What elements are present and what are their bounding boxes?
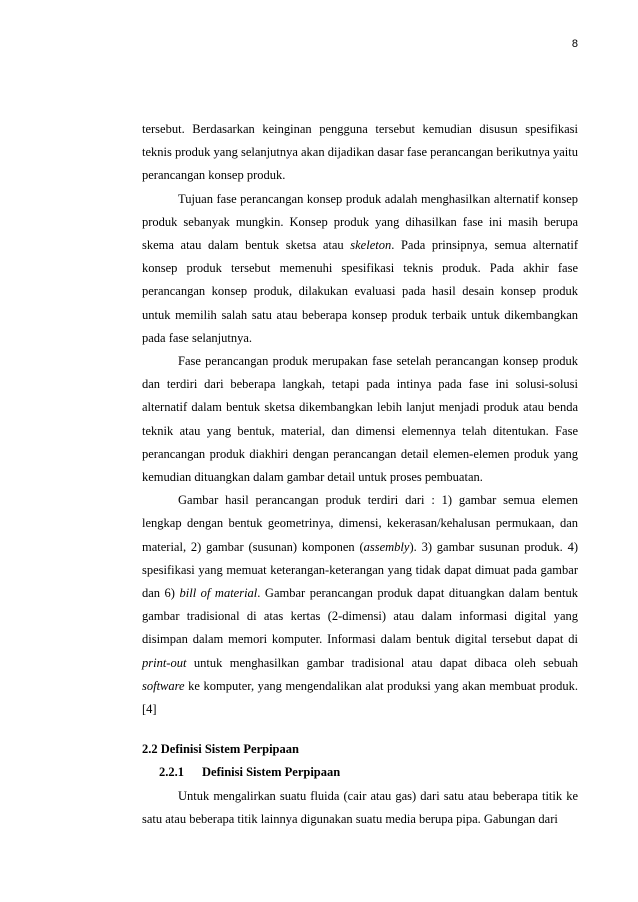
paragraph: [142, 489, 578, 721]
paragraph-text: untuk menghasilkan gambar tradisional atau dapat dibaca oleh sebuah: [186, 655, 578, 670]
paragraph-text: ). 3) gambar susunan produk. 4) spesifikasi yang memuat keterangan-keterangan yang tidak dapat dimuat pada gambar dan 6): [142, 539, 578, 601]
subsection-heading: [142, 761, 578, 784]
paragraph: [142, 188, 578, 350]
document-body: [142, 118, 578, 831]
paragraph-text: . Pada prinsipnya, semua alternatif konsep produk tersebut memenuhi spesifikasi teknis produk. Pada akhir fase perancangan konsep produk, dilakukan evaluasi pada hasil desain konsep produk untuk memilih salah satu atau beberapa konsep produk terbaik untuk dikembangkan pada fase selanjutnya.: [142, 238, 578, 345]
paragraph-text: Gambar hasil perancangan produk terdiri dari : 1) gambar semua elemen lengkap dengan bentuk geometrinya, dimensi, kekerasan/kehalusan permukaan, dan material, 2) gambar (susunan) komponen (: [142, 493, 578, 554]
paragraph: [142, 350, 578, 489]
paragraph-piping-intro: Untuk mengalirkan suatu fluida (cair atau gas) dari satu atau beberapa titik ke satu atau beberapa titik lainnya digunakan suatu media berupa pipa. Gabungan dari: [142, 788, 578, 826]
subsection-number: 2.2.1: [159, 765, 184, 780]
subsection-title: Definisi Sistem Perpipaan: [202, 765, 341, 780]
paragraph-text: . Gambar perancangan produk dapat dituangkan dalam bentuk gambar tradisional di atas kertas (2-dimensi) atau dalam informasi digital yang disimpan dalam memori komputer. Informasi dalam bentuk digital tersebut dapat di: [142, 586, 579, 647]
paragraph-text: tersebut. Berdasarkan keinginan pengguna tersebut kemudian disusun spesifikasi teknis produk yang selanjutnya akan dijadikan dasar fase perancangan berikutnya yaitu perancangan konsep produk.: [142, 122, 578, 183]
page-number: 8: [571, 38, 578, 50]
paragraph: [142, 118, 578, 188]
italic-term: assembly: [363, 539, 410, 554]
paragraph-text: ke komputer, yang mengendalikan alat produksi yang akan membuat produk. [4]: [142, 678, 578, 717]
paragraph-list: [142, 118, 578, 721]
italic-term: skeleton: [350, 238, 392, 253]
italic-term: print-out: [142, 655, 187, 670]
section-heading: 2.2 Definisi Sistem Perpipaan: [142, 742, 299, 757]
paragraph-text: Fase perancangan produk merupakan fase setelah perancangan konsep produk dan terdiri dari beberapa langkah, tetapi pada intinya pada fase ini solusi-solusi alternatif dalam bentuk sketsa dikembangkan lebih lanjut menjadi produk atau benda teknik atau yang bentuk, material, dan dimensi elemennya telah ditentukan. Fase perancangan produk diakhiri dengan perancangan detail elemen-elemen produk yang kemudian dituangkan dalam gambar detail untuk proses pembuatan.: [142, 354, 578, 485]
paragraph-text: Tujuan fase perancangan konsep produk adalah menghasilkan alternatif konsep produk sebanyak mungkin. Konsep produk yang dihasilkan fase ini masih berupa skema atau dalam bentuk sketsa atau: [142, 191, 578, 253]
italic-term: software: [142, 678, 185, 693]
italic-term: bill of material: [179, 586, 258, 601]
